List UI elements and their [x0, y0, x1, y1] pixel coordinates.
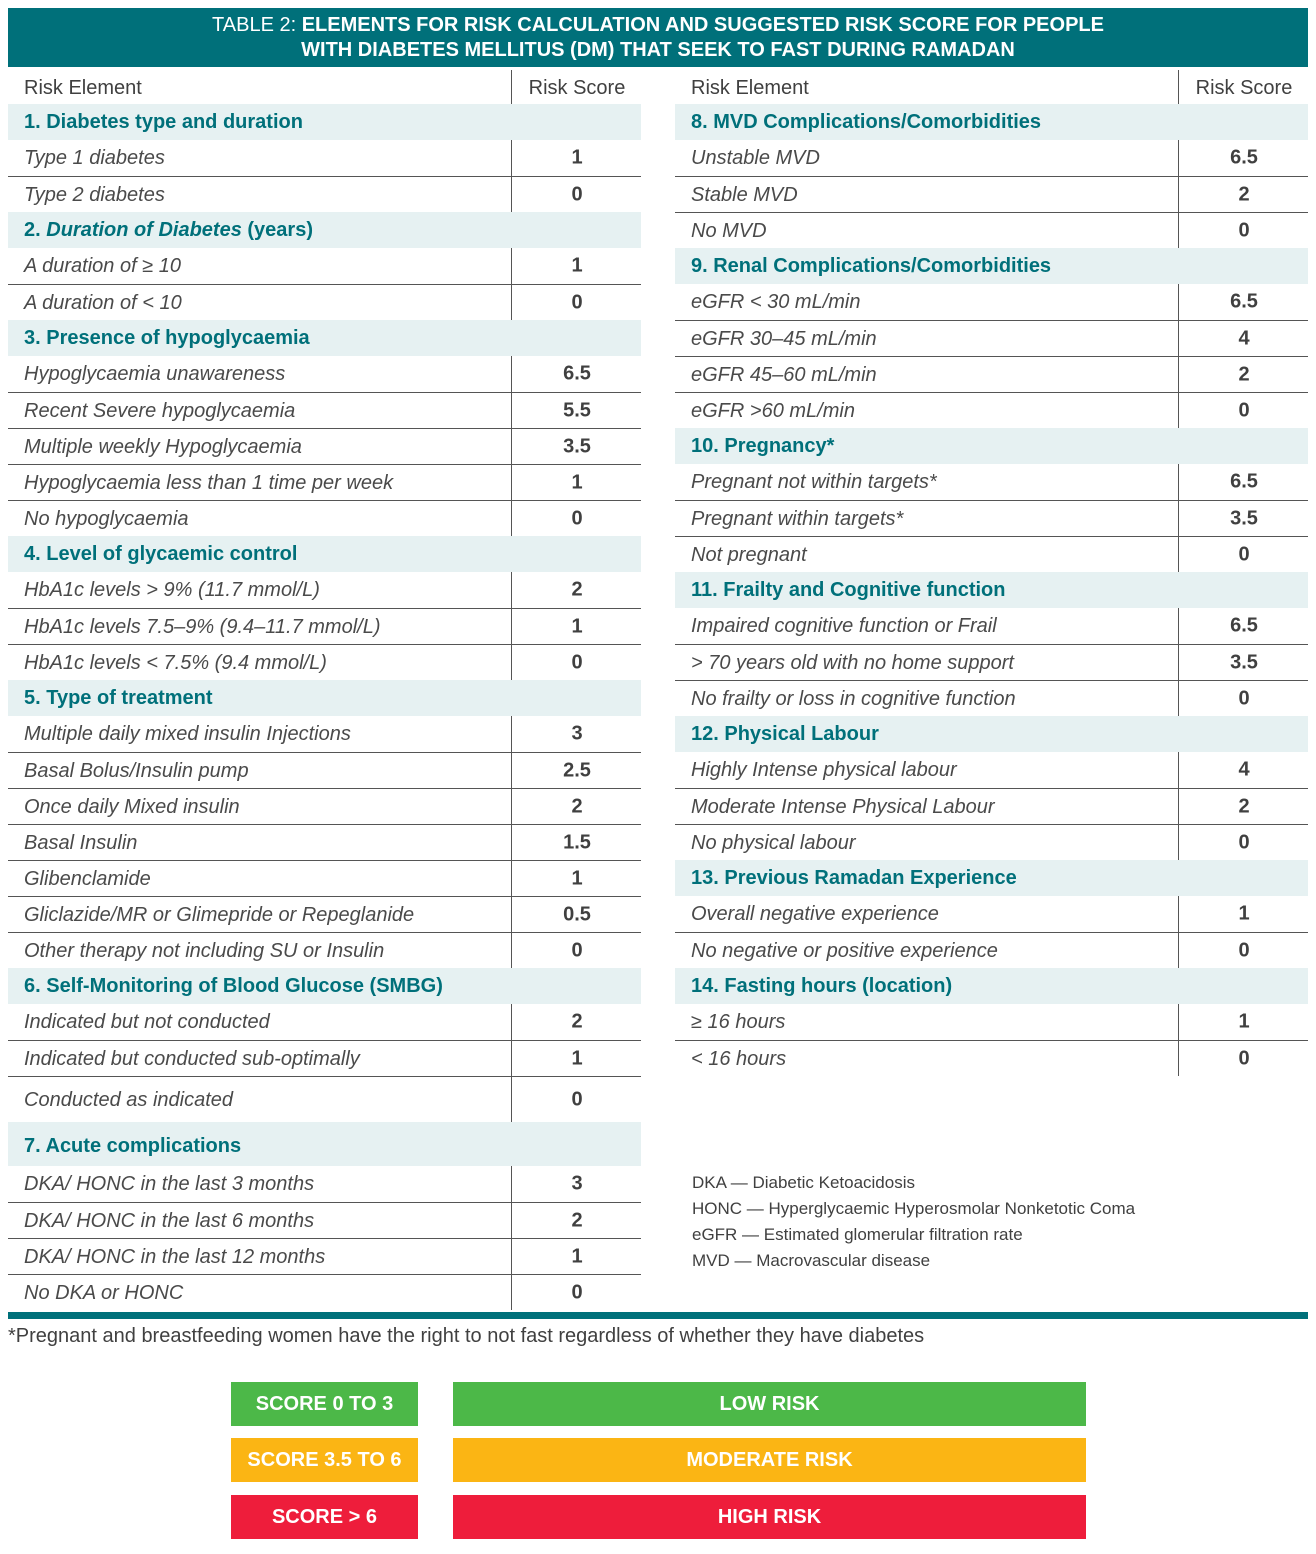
- right-header-row: [675, 70, 1308, 104]
- table-row: [675, 1004, 1308, 1040]
- title-prefix: TABLE 2:: [212, 14, 302, 36]
- table-row: [675, 824, 1308, 860]
- risk-score: 0: [1178, 1041, 1309, 1076]
- risk-element: No physical labour: [691, 832, 856, 854]
- table-row: [675, 1040, 1308, 1076]
- table-row: [675, 392, 1308, 428]
- risk-score: 4: [1178, 752, 1309, 788]
- risk-element: eGFR < 30 mL/min: [691, 291, 861, 313]
- category-header: [8, 320, 641, 356]
- category-header: [675, 716, 1308, 752]
- table-row: [8, 644, 641, 680]
- risk-score: 2: [511, 572, 642, 608]
- risk-element: Indicated but not conducted: [24, 1011, 270, 1033]
- risk-element: No MVD: [691, 220, 767, 242]
- risk-score: 3: [511, 1166, 642, 1202]
- risk-element: A duration of < 10: [24, 292, 182, 314]
- table-row: [8, 428, 641, 464]
- table-row: [8, 1238, 641, 1274]
- legend-score-moderate: SCORE 3.5 TO 6: [231, 1438, 418, 1482]
- risk-score: 3.5: [1178, 501, 1309, 536]
- risk-score: 0: [1178, 681, 1309, 716]
- category-header: [675, 572, 1308, 608]
- table-row: [675, 536, 1308, 572]
- category-title: 3. Presence of hypoglycaemia: [24, 327, 310, 349]
- left-header-row: [8, 70, 641, 104]
- risk-element: Basal Insulin: [24, 832, 138, 854]
- table-row: [675, 644, 1308, 680]
- category-title: 5. Type of treatment: [24, 687, 213, 709]
- risk-score: 0: [1178, 933, 1309, 968]
- risk-score: 2.5: [511, 753, 642, 788]
- category-header: [675, 860, 1308, 896]
- title-line-2-text: WITH DIABETES MELLITUS (DM) THAT SEEK TO FAST DURING RAMADAN: [301, 39, 1015, 61]
- risk-score: 0: [511, 645, 642, 680]
- table-row: [8, 500, 641, 536]
- risk-score: 0.5: [511, 897, 642, 932]
- category-header: [675, 968, 1308, 1004]
- risk-element: Indicated but conducted sub-optimally: [24, 1048, 360, 1070]
- table-row: [8, 788, 641, 824]
- risk-score: 0: [511, 285, 642, 320]
- legend-risk-low: LOW RISK: [453, 1382, 1086, 1426]
- table-row: [8, 608, 641, 644]
- risk-score: 0: [511, 501, 642, 536]
- category-header: [675, 104, 1308, 140]
- abbreviation-list: [692, 1170, 1135, 1274]
- table-row: [675, 680, 1308, 716]
- table-row: [8, 824, 641, 860]
- risk-score: 6.5: [1178, 608, 1309, 644]
- category-title: 4. Level of glycaemic control: [24, 543, 298, 565]
- table-row: [8, 1274, 641, 1310]
- risk-element: HbA1c levels < 7.5% (9.4 mmol/L): [24, 652, 327, 674]
- table-row: [8, 1076, 641, 1122]
- table-row: [8, 572, 641, 608]
- table-row: [675, 284, 1308, 320]
- risk-score: 1.5: [511, 825, 642, 860]
- risk-score: 2: [1178, 177, 1309, 212]
- table-row: [8, 896, 641, 932]
- risk-element: DKA/ HONC in the last 3 months: [24, 1173, 315, 1195]
- category-title: 11. Frailty and Cognitive function: [691, 579, 1006, 601]
- pregnancy-footnote: *Pregnant and breastfeeding women have the right to not fast regardless of whether they have diabetes: [8, 1325, 925, 1347]
- table-row: [8, 392, 641, 428]
- table-row: [675, 788, 1308, 824]
- risk-element: Not pregnant: [691, 544, 807, 566]
- risk-element: Type 1 diabetes: [24, 147, 165, 169]
- category-title: 10. Pregnancy*: [691, 435, 835, 457]
- risk-score: 1: [511, 1041, 642, 1076]
- table-row: [8, 1004, 641, 1040]
- risk-score: 1: [1178, 896, 1309, 932]
- risk-score: 3.5: [1178, 645, 1309, 680]
- table-row: [8, 1202, 641, 1238]
- title-line-2: [8, 38, 1308, 63]
- table-row: [8, 248, 641, 284]
- risk-score: 2: [1178, 357, 1309, 392]
- title-line-1: [8, 13, 1308, 38]
- risk-score: 0: [511, 1077, 642, 1122]
- risk-element: Basal Bolus/Insulin pump: [24, 760, 249, 782]
- risk-element: No negative or positive experience: [691, 940, 998, 962]
- table-row: [675, 176, 1308, 212]
- risk-element: Hypoglycaemia less than 1 time per week: [24, 472, 394, 494]
- category-title: 12. Physical Labour: [691, 723, 879, 745]
- category-title: 8. MVD Complications/Comorbidities: [691, 111, 1042, 133]
- table-row: [675, 356, 1308, 392]
- category-title: 2. Duration of Diabetes (years): [24, 219, 313, 241]
- risk-element: ≥ 16 hours: [691, 1011, 786, 1033]
- legend-score-high: SCORE > 6: [231, 1495, 418, 1539]
- table-row: [8, 716, 641, 752]
- category-header: [675, 428, 1308, 464]
- risk-element: Once daily Mixed insulin: [24, 796, 240, 818]
- risk-score-header: Risk Score: [511, 70, 642, 104]
- abbreviation-item: MVD — Macrovascular disease: [692, 1251, 931, 1270]
- risk-element: HbA1c levels 7.5–9% (9.4–11.7 mmol/L): [24, 616, 381, 638]
- category-header: [8, 212, 641, 248]
- table-row: [675, 500, 1308, 536]
- table-row: [675, 608, 1308, 644]
- risk-score: 0: [1178, 537, 1309, 572]
- risk-element: DKA/ HONC in the last 12 months: [24, 1246, 326, 1268]
- risk-score: 0: [1178, 825, 1309, 860]
- table-row: [675, 212, 1308, 248]
- risk-element: DKA/ HONC in the last 6 months: [24, 1210, 315, 1232]
- left-risk-table: [8, 70, 641, 1310]
- abbreviation-item: eGFR — Estimated glomerular filtration rate: [692, 1225, 1023, 1244]
- category-header: [8, 968, 641, 1004]
- table-row: [8, 140, 641, 176]
- risk-element: A duration of ≥ 10: [24, 255, 182, 277]
- table-row: [8, 860, 641, 896]
- risk-score: 1: [511, 609, 642, 644]
- risk-score: 3: [511, 716, 642, 752]
- risk-score: 1: [511, 140, 642, 176]
- risk-element: Impaired cognitive function or Frail: [691, 615, 997, 637]
- risk-element: Recent Severe hypoglycaemia: [24, 400, 296, 422]
- abbreviation-item: DKA — Diabetic Ketoacidosis: [692, 1173, 915, 1192]
- table-row: [675, 896, 1308, 932]
- category-header: [8, 536, 641, 572]
- legend-risk-high: HIGH RISK: [453, 1495, 1086, 1539]
- risk-element: Highly Intense physical labour: [691, 759, 957, 781]
- table-row: [8, 752, 641, 788]
- category-header: [675, 248, 1308, 284]
- risk-score: 6.5: [1178, 464, 1309, 500]
- risk-score: 5.5: [511, 393, 642, 428]
- table-bottom-rule: [8, 1312, 1308, 1319]
- risk-score: 0: [1178, 213, 1309, 248]
- risk-element: Unstable MVD: [691, 147, 820, 169]
- risk-score: 2: [511, 789, 642, 824]
- risk-element: Gliclazide/MR or Glimepride or Repeglanide: [24, 904, 415, 926]
- risk-element: Pregnant not within targets*: [691, 471, 937, 493]
- risk-element: Hypoglycaemia unawareness: [24, 363, 286, 385]
- risk-score: 2: [1178, 789, 1309, 824]
- table-row: [8, 176, 641, 212]
- risk-score: 1: [511, 861, 642, 896]
- category-title: 7. Acute complications: [24, 1135, 242, 1157]
- risk-element: eGFR 45–60 mL/min: [691, 364, 877, 386]
- risk-element: Other therapy not including SU or Insulin: [24, 940, 385, 962]
- risk-score: 6.5: [511, 356, 642, 392]
- risk-score: 1: [511, 248, 642, 284]
- risk-element: eGFR >60 mL/min: [691, 400, 855, 422]
- risk-score: 0: [1178, 393, 1309, 428]
- risk-score: 2: [511, 1203, 642, 1238]
- risk-element: < 16 hours: [691, 1048, 787, 1070]
- category-header: [8, 1122, 641, 1166]
- risk-element: HbA1c levels > 9% (11.7 mmol/L): [24, 579, 320, 601]
- category-title: 6. Self-Monitoring of Blood Glucose (SMBG): [24, 975, 443, 997]
- table-row: [8, 932, 641, 968]
- risk-element: eGFR 30–45 mL/min: [691, 328, 877, 350]
- table-row: [8, 284, 641, 320]
- table-row: [8, 464, 641, 500]
- legend-score-low: SCORE 0 TO 3: [231, 1382, 418, 1426]
- risk-element: > 70 years old with no home support: [691, 652, 1014, 674]
- table-row: [8, 1166, 641, 1202]
- risk-element-header: Risk Element: [24, 77, 142, 99]
- table-row: [675, 320, 1308, 356]
- risk-element: No hypoglycaemia: [24, 508, 189, 530]
- category-header: [8, 104, 641, 140]
- risk-element: Stable MVD: [691, 184, 798, 206]
- risk-element: Type 2 diabetes: [24, 184, 165, 206]
- risk-score: 3.5: [511, 429, 642, 464]
- legend-risk-moderate: MODERATE RISK: [453, 1438, 1086, 1482]
- risk-score: 1: [511, 465, 642, 500]
- right-risk-table: [675, 70, 1308, 1076]
- category-title: 13. Previous Ramadan Experience: [691, 867, 1017, 889]
- category-title: 9. Renal Complications/Comorbidities: [691, 255, 1052, 277]
- risk-score: 6.5: [1178, 284, 1309, 320]
- risk-score-header: Risk Score: [1178, 70, 1309, 104]
- abbreviation-item: HONC — Hyperglycaemic Hyperosmolar Nonketotic Coma: [692, 1199, 1136, 1218]
- table-row: [675, 932, 1308, 968]
- risk-score: 0: [511, 933, 642, 968]
- risk-score: 0: [511, 1275, 642, 1310]
- title-line-1-text: ELEMENTS FOR RISK CALCULATION AND SUGGESTED RISK SCORE FOR PEOPLE: [301, 14, 1104, 36]
- risk-element: No frailty or loss in cognitive function: [691, 688, 1016, 710]
- risk-element: Multiple weekly Hypoglycaemia: [24, 436, 302, 458]
- risk-score: 6.5: [1178, 140, 1309, 176]
- risk-score: 0: [511, 177, 642, 212]
- table-row: [675, 752, 1308, 788]
- risk-element: Overall negative experience: [691, 903, 939, 925]
- risk-score: 4: [1178, 321, 1309, 356]
- table-row: [675, 140, 1308, 176]
- risk-element: Moderate Intense Physical Labour: [691, 796, 995, 818]
- table-row: [675, 464, 1308, 500]
- category-title: 1. Diabetes type and duration: [24, 111, 303, 133]
- risk-score: 1: [511, 1239, 642, 1274]
- table-row: [8, 356, 641, 392]
- risk-element: Conducted as indicated: [24, 1088, 234, 1111]
- risk-element: Pregnant within targets*: [691, 508, 904, 530]
- risk-score: 1: [1178, 1004, 1309, 1040]
- category-header: [8, 680, 641, 716]
- table-title-banner: [8, 8, 1308, 67]
- table-row: [8, 1040, 641, 1076]
- risk-element: Glibenclamide: [24, 868, 151, 890]
- risk-element-header: Risk Element: [691, 77, 809, 99]
- risk-element: No DKA or HONC: [24, 1282, 184, 1304]
- risk-element: Multiple daily mixed insulin Injections: [24, 723, 351, 745]
- category-title: 14. Fasting hours (location): [691, 975, 953, 997]
- risk-score: 2: [511, 1004, 642, 1040]
